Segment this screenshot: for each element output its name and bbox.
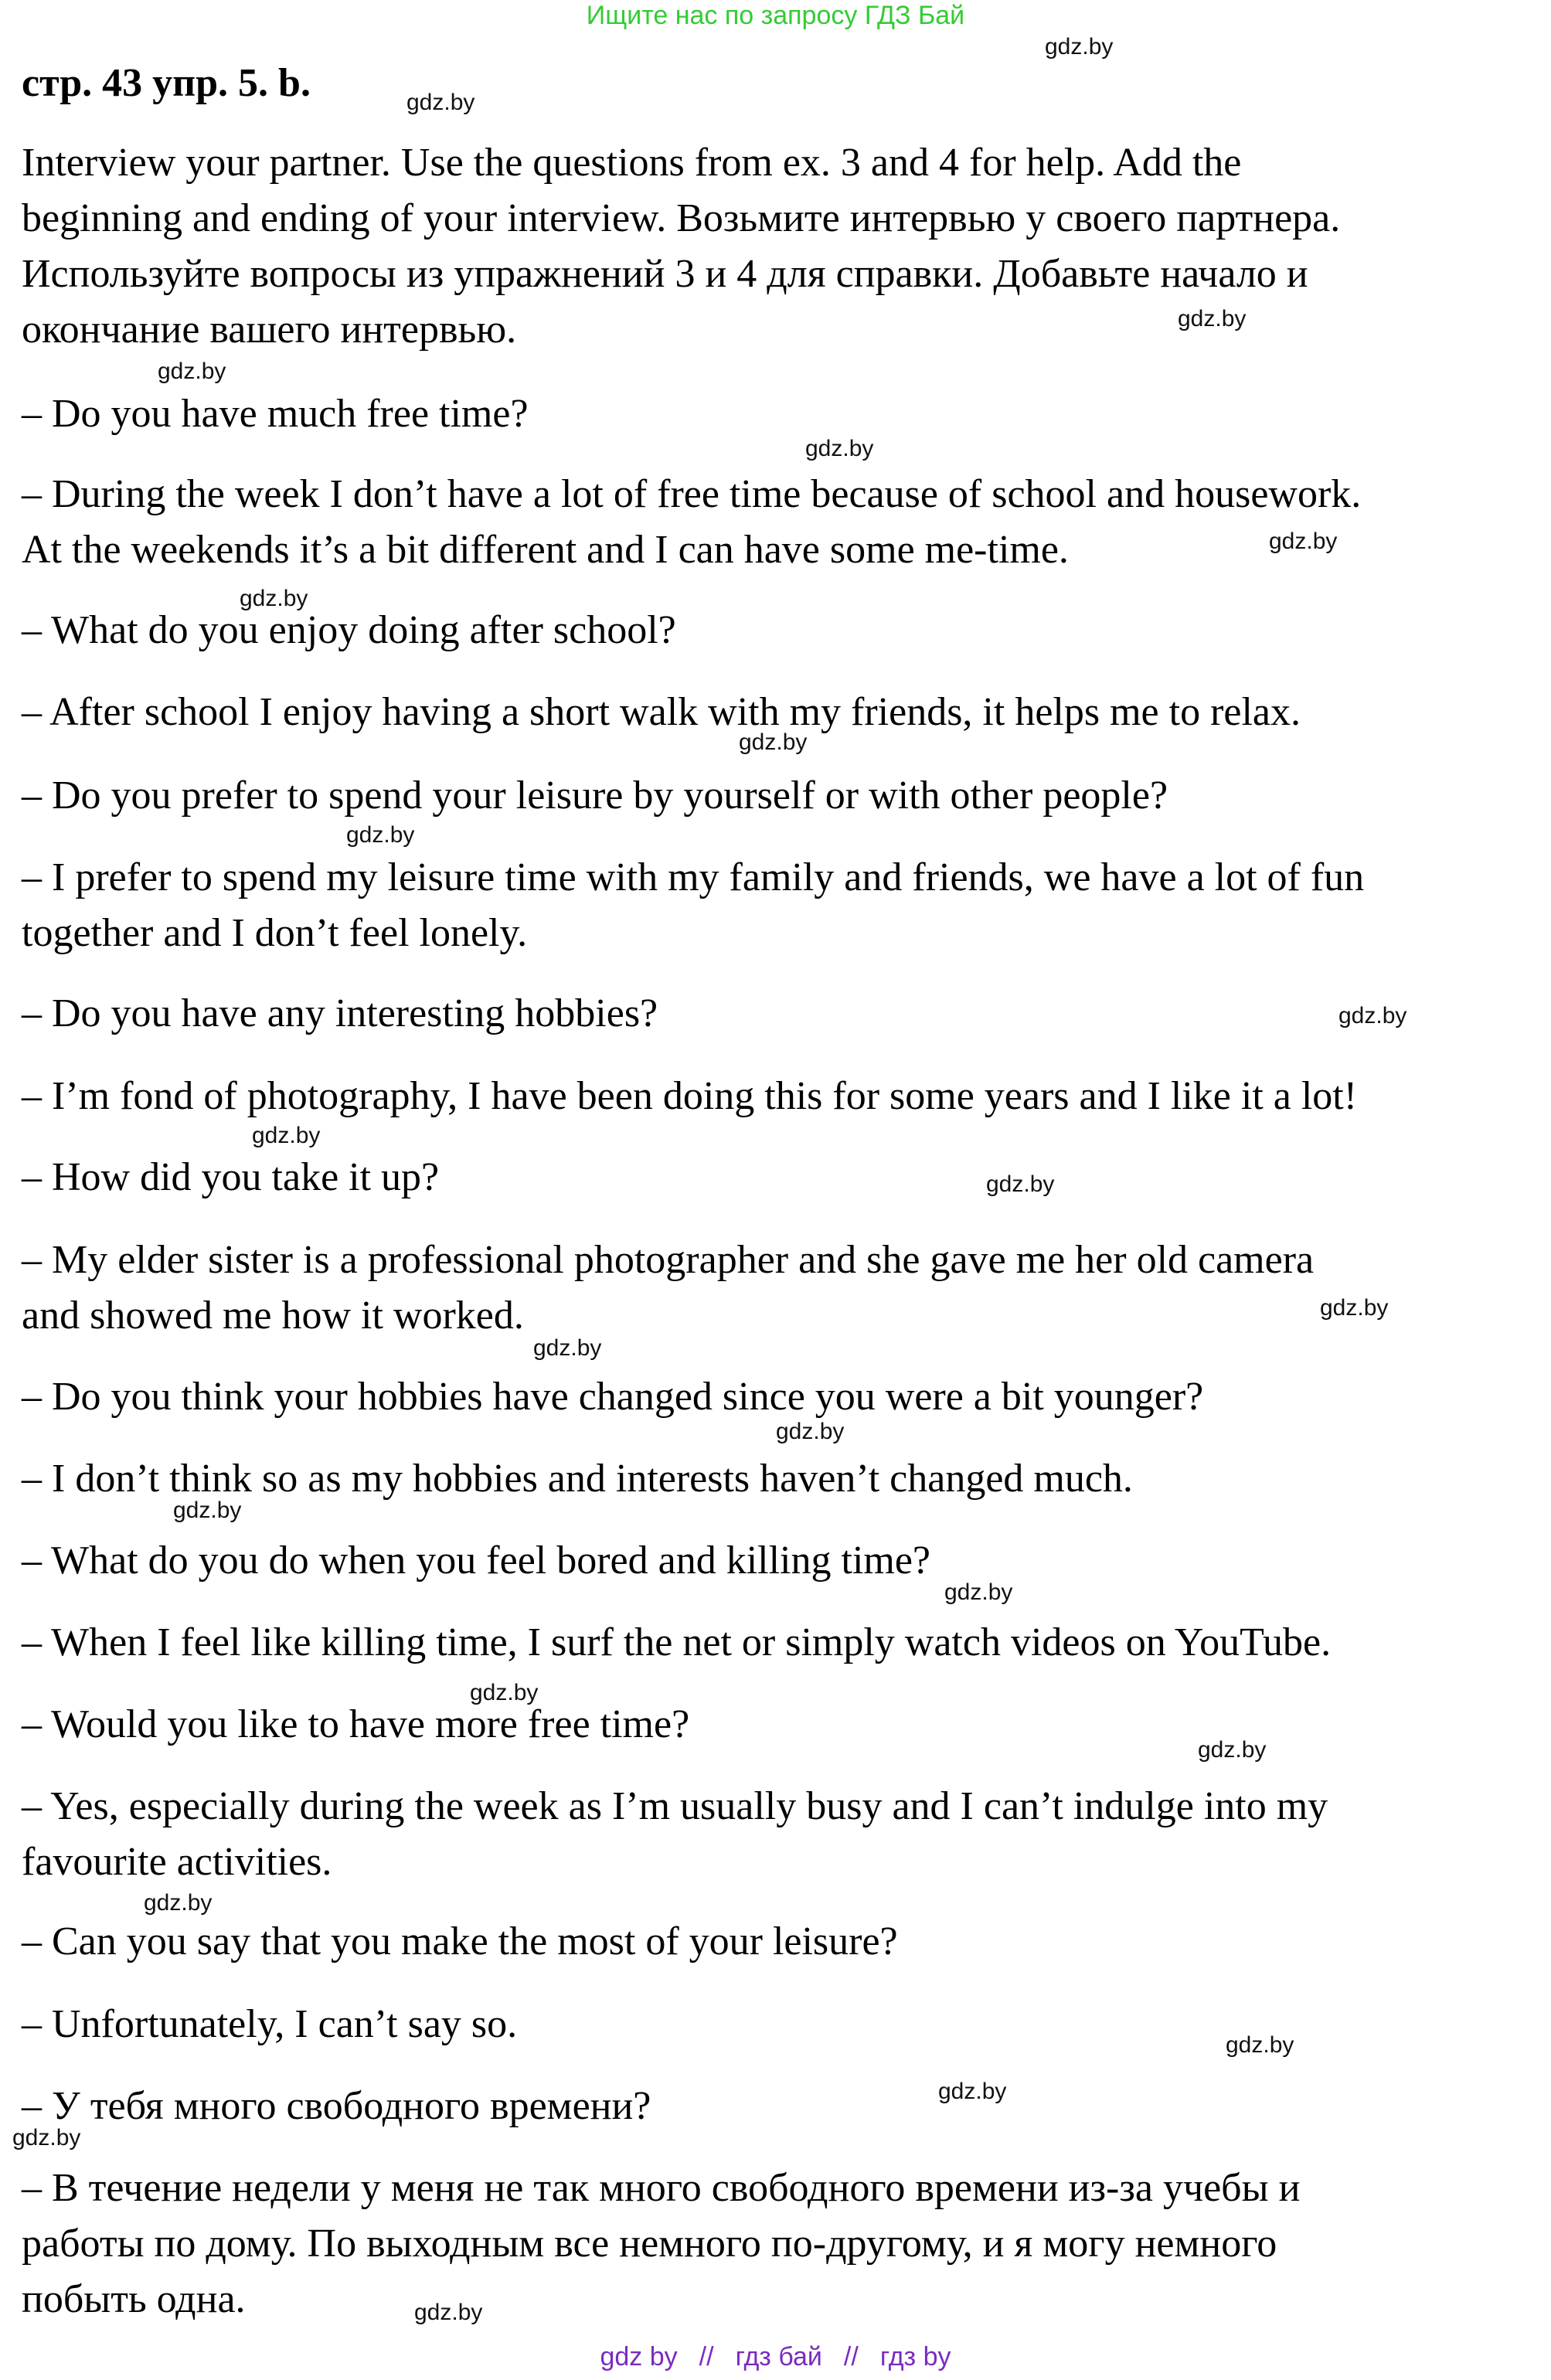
top-banner: Ищите нас по запросу ГДЗ Бай <box>586 1 965 30</box>
dialogue-text: favourite activities. <box>22 1840 332 1884</box>
dialogue-line <box>22 850 1536 961</box>
dialogue-line <box>22 467 1536 578</box>
dialogue-text: – Do you think your hobbies have changed since you were a bit younger? <box>22 1375 1204 1419</box>
dialogue-line <box>22 1697 1536 1753</box>
footer-link-gdz-by-cyr[interactable]: гдз by <box>879 2342 951 2372</box>
dialogue-text: – Do you have much free time? <box>22 392 529 436</box>
dialogue-text: together and I don’t feel lonely. <box>22 911 528 955</box>
dialogue-text: – When I feel like killing time, I surf the net or simply watch videos on YouTube. <box>22 1620 1332 1664</box>
watermark: gdz.by <box>1338 1003 1407 1028</box>
watermark: gdz.by <box>938 2079 1007 2104</box>
footer-links <box>0 2340 1551 2374</box>
watermark: gdz.by <box>406 90 475 115</box>
footer-separator: // <box>699 2342 714 2372</box>
dialogue-line <box>22 1779 1536 1890</box>
watermark: gdz.by <box>1269 529 1338 554</box>
dialogue-text: – У тебя много свободного времени? <box>22 2084 651 2128</box>
watermark: gdz.by <box>533 1335 602 1361</box>
dialogue-text: – I’m fond of photography, I have been doing this for some years and I like it a lot! <box>22 1074 1358 1118</box>
intro-line: окончание вашего интервью. <box>22 308 517 352</box>
watermark: gdz.by <box>346 822 415 848</box>
watermark: gdz.by <box>158 359 226 384</box>
watermark: gdz.by <box>1198 1737 1267 1763</box>
dialogue-line <box>22 768 1536 824</box>
watermark: gdz.by <box>12 2125 81 2150</box>
dialogue-text: – Can you say that you make the most of your leisure? <box>22 1919 898 1964</box>
intro-paragraph <box>22 135 1536 358</box>
watermark: gdz.by <box>944 1579 1013 1605</box>
footer-separator: // <box>843 2342 859 2372</box>
intro-line: Interview your partner. Use the questions from ex. 3 and 4 for help. Add the <box>22 141 1242 185</box>
watermark: gdz.by <box>470 1680 539 1705</box>
watermark: gdz.by <box>1320 1295 1389 1321</box>
dialogue-line <box>22 1997 1536 2052</box>
dialogue-line <box>22 386 1536 442</box>
dialogue-text: – Do you prefer to spend your leisure by yourself or with other people? <box>22 774 1168 818</box>
watermark: gdz.by <box>1178 306 1247 332</box>
watermark: gdz.by <box>144 1890 213 1916</box>
dialogue-line <box>22 1533 1536 1589</box>
dialogue-text: – I don’t think so as my hobbies and interests haven’t changed much. <box>22 1457 1133 1501</box>
dialogue-line <box>22 1232 1536 1344</box>
dialogue-line <box>22 1615 1536 1671</box>
dialogue-line <box>22 1150 1536 1205</box>
dialogue-text: – В течение недели у меня не так много свободного времени из-за учебы и <box>22 2166 1301 2210</box>
footer-link-gdz-bai[interactable]: гдз бай <box>735 2342 822 2372</box>
dialogue-line <box>22 2161 1536 2327</box>
dialogue-text: – After school I enjoy having a short walk with my friends, it helps me to relax. <box>22 690 1301 734</box>
watermark: gdz.by <box>986 1171 1055 1197</box>
dialogue-line <box>22 2079 1536 2134</box>
dialogue-text: – How did you take it up? <box>22 1155 440 1199</box>
watermark: gdz.by <box>240 586 308 611</box>
dialogue-text: – Unfortunately, I can’t say so. <box>22 2002 518 2046</box>
watermark: gdz.by <box>414 2300 483 2325</box>
dialogue-text: and showed me how it worked. <box>22 1294 524 1338</box>
watermark: gdz.by <box>1045 34 1114 60</box>
watermark: gdz.by <box>805 436 874 461</box>
dialogue-text: At the weekends it’s a bit different and I can have some me-time. <box>22 528 1069 572</box>
watermark: gdz.by <box>173 1498 242 1523</box>
intro-line: beginning and ending of your interview. Возьмите интервью у своего партнера. <box>22 196 1341 240</box>
dialogue-text: – Would you like to have more free time? <box>22 1702 690 1746</box>
dialogue-line <box>22 1069 1536 1124</box>
exercise-heading: стр. 43 упр. 5. b. <box>22 61 311 105</box>
watermark: gdz.by <box>776 1419 845 1444</box>
watermark: gdz.by <box>739 729 808 755</box>
watermark: gdz.by <box>252 1123 321 1148</box>
dialogue-text: – What do you enjoy doing after school? <box>22 608 676 652</box>
dialogue-text: – Yes, especially during the week as I’m usually busy and I can’t indulge into my <box>22 1784 1328 1828</box>
dialogue-text: – Do you have any interesting hobbies? <box>22 991 658 1035</box>
dialogue-text: побыть одна. <box>22 2277 246 2321</box>
dialogue-line <box>22 986 1536 1042</box>
watermark: gdz.by <box>1226 2032 1294 2058</box>
dialogue-text: – My elder sister is a professional photographer and she gave me her old camera <box>22 1238 1315 1282</box>
dialogue-text: – During the week I don’t have a lot of free time because of school and housework. <box>22 472 1362 516</box>
dialogue-line <box>22 1914 1536 1970</box>
dialogue-text: – What do you do when you feel bored and killing time? <box>22 1538 930 1583</box>
dialogue-text: работы по дому. По выходным все немного по-другому, и я могу немного <box>22 2222 1277 2266</box>
dialogue-line <box>22 1451 1536 1507</box>
dialogue-text: – I prefer to spend my leisure time with my family and friends, we have a lot of fun <box>22 855 1365 899</box>
footer-link-gdz-by[interactable]: gdz by <box>600 2342 678 2372</box>
dialogue-line <box>22 1369 1536 1425</box>
intro-line: Используйте вопросы из упражнений 3 и 4 для справки. Добавьте начало и <box>22 252 1308 296</box>
